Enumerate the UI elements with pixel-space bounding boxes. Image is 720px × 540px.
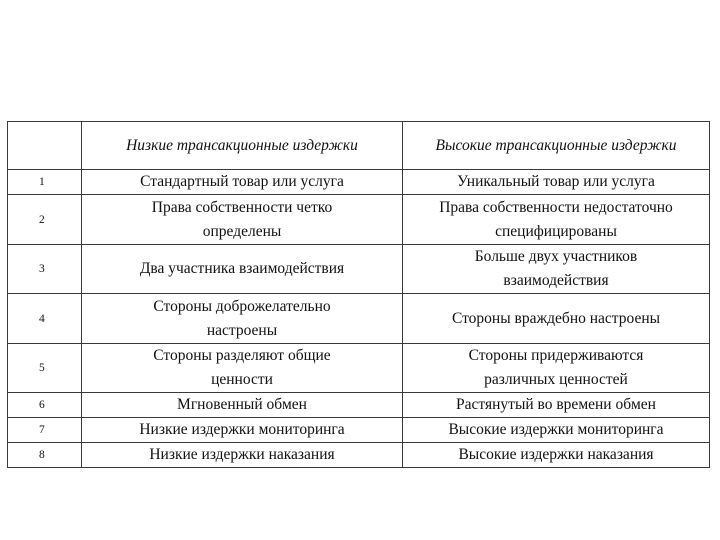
row-number: 8 bbox=[8, 443, 82, 468]
row-number: 4 bbox=[8, 294, 82, 344]
transaction-costs-table bbox=[7, 121, 710, 468]
row-number: 5 bbox=[8, 344, 82, 393]
table-header-row bbox=[8, 122, 710, 170]
table-row bbox=[8, 344, 710, 393]
header-high-costs: Высокие трансакционные издержки bbox=[403, 122, 710, 170]
header-low-costs: Низкие трансакционные издержки bbox=[82, 122, 403, 170]
comparison-table-container bbox=[7, 121, 709, 468]
table-row bbox=[8, 195, 710, 245]
low-cost-cell: Стороны доброжелательно настроены bbox=[82, 294, 403, 344]
table-row bbox=[8, 245, 710, 294]
header-num-cell bbox=[8, 122, 82, 170]
high-cost-cell: Больше двух участников взаимодействия bbox=[403, 245, 710, 294]
low-cost-cell: Мгновенный обмен bbox=[82, 393, 403, 418]
low-cost-cell: Два участника взаимодействия bbox=[82, 245, 403, 294]
high-cost-cell: Стороны придерживаются различных ценностей bbox=[403, 344, 710, 393]
table-row bbox=[8, 294, 710, 344]
table-row bbox=[8, 393, 710, 418]
row-number: 1 bbox=[8, 170, 82, 195]
low-cost-cell: Стандартный товар или услуга bbox=[82, 170, 403, 195]
low-cost-cell: Низкие издержки наказания bbox=[82, 443, 403, 468]
high-cost-cell: Права собственности недостаточно специфицированы bbox=[403, 195, 710, 245]
low-cost-cell: Права собственности четко определены bbox=[82, 195, 403, 245]
table-row bbox=[8, 443, 710, 468]
high-cost-cell: Высокие издержки мониторинга bbox=[403, 418, 710, 443]
low-cost-cell: Стороны разделяют общие ценности bbox=[82, 344, 403, 393]
table-row bbox=[8, 170, 710, 195]
table-row bbox=[8, 418, 710, 443]
high-cost-cell: Высокие издержки наказания bbox=[403, 443, 710, 468]
row-number: 7 bbox=[8, 418, 82, 443]
row-number: 6 bbox=[8, 393, 82, 418]
high-cost-cell: Стороны враждебно настроены bbox=[403, 294, 710, 344]
high-cost-cell: Растянутый во времени обмен bbox=[403, 393, 710, 418]
low-cost-cell: Низкие издержки мониторинга bbox=[82, 418, 403, 443]
row-number: 2 bbox=[8, 195, 82, 245]
row-number: 3 bbox=[8, 245, 82, 294]
high-cost-cell: Уникальный товар или услуга bbox=[403, 170, 710, 195]
